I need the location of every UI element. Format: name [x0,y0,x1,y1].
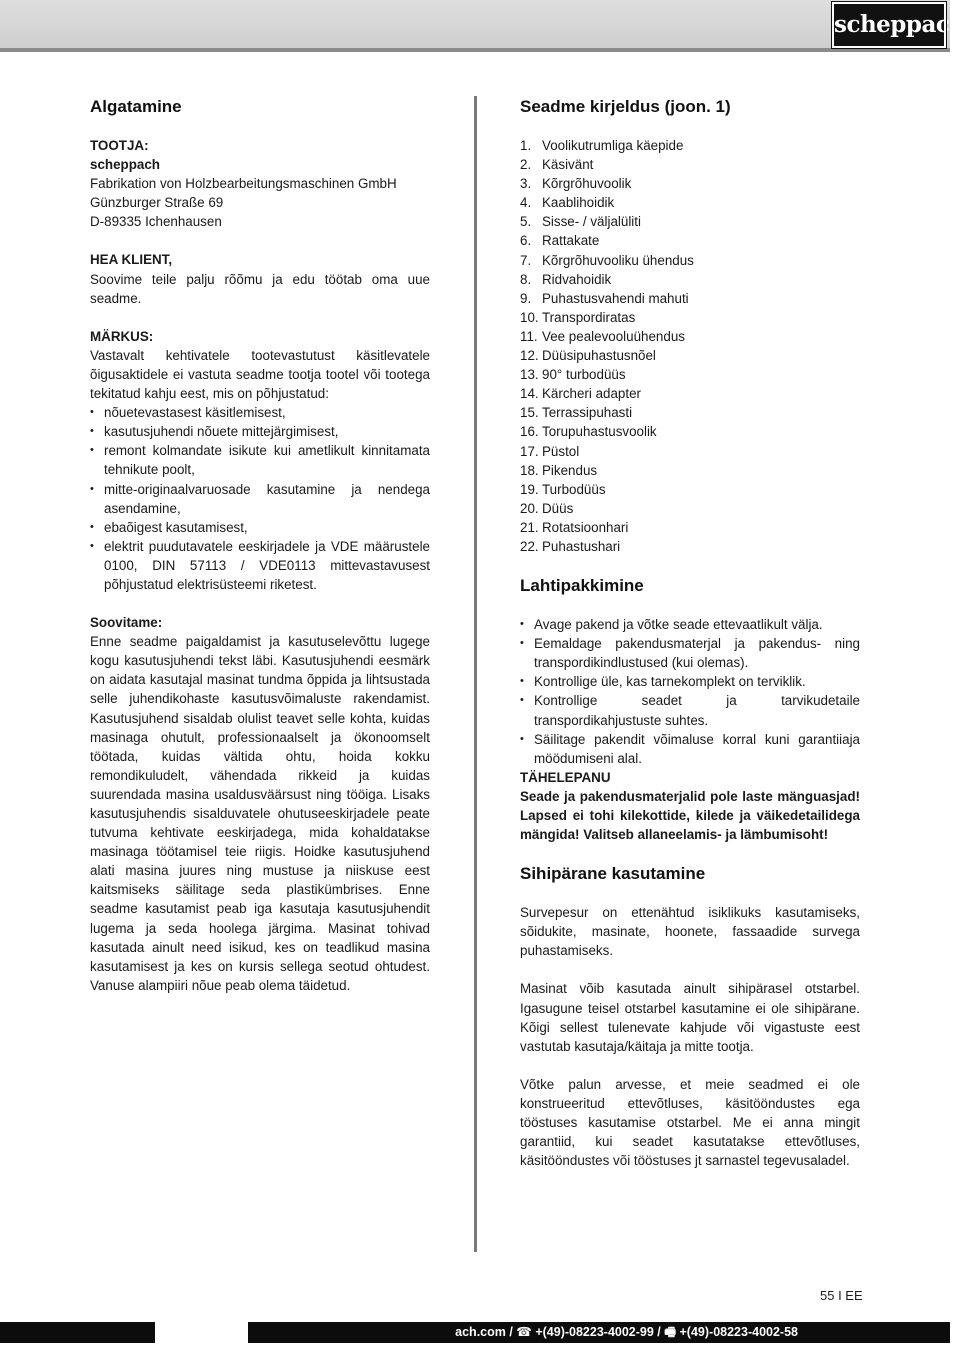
header-band [0,0,950,52]
recommend-text: Enne seadme paigaldamist ja kasutuselevõttu lugege kogu kasutusjuhendi tekst läbi. Kasutusjuhendi eesmärk on aidata kasutajal masinat tundma õppida ja lihtsustada selle juhendikohaste kasutusvõimaluste rakendamist. Kasutusjuhend sisaldab olulist teavet selle kohta, kuidas masinaga ohutult, professionaalselt ja ökonoomselt töötada, kuidas vältida ohtu, hoida kokku remondikuludelt, vähendada rikkeid ja kuidas suurendada masina usaldusväärsust ning tööiga. Lisaks kasutusjuhendis sisalduvatele ohutuseeskirjadele peate tutvuma kehtivate eeskirjadega, mida kohaldatakse masinaga töötamisel teie riigis. Hoidke kasutusjuhend alati masina juures ning mustuse ja niiskuse eest kaitsmiseks säilitage seda plastikümbrises. Enne seadme kasutamist peab iga kasutaja kasutusjuhendit lugema ja seda hoolega järgima. Masinat tohivad kasutada ainult need isikud, kes on teadlikud masina kasutamisest ja kes on kursis sellega seotud ohtudest. Vanuse alampiiri nõue peab olema täidetud. [90,634,430,993]
warning-text: Seade ja pakendusmaterjalid pole laste mänguasjad! Lapsed ei tohi kilekottide, kilede ja väikedetailidega mängida! Valitseb allaneelamis- ja lämbumisoht! [520,788,860,843]
list-item: 22. Puhastushari [520,538,621,554]
warning-label: TÄHELEPANU [520,769,611,785]
list-item: 4. Kaablihoidik [520,195,615,211]
list-item: 8. Ridvahoidik [520,271,612,287]
section-heading-unpacking: Lahtipakkimine [520,576,644,596]
dear-block [90,250,430,307]
section-heading-intended-use: Sihipärane kasutamine [520,864,706,884]
list-item: 17. Püstol [520,443,580,459]
maker-name: scheppach [90,157,160,173]
list-item: 6. Rattakate [520,233,600,249]
footer-bar-left [0,1322,155,1343]
intended-paragraph: Masinat võib kasutada ainult sihipärasel otstarbel. Igasugune teisel otstarbel kasutamine ei ole sihipärane. Kõigi sellest tulenevate kahjude või vigastuste eest vastutab kasutaja/käitaja ja mitte tootja. [520,981,860,1054]
right-column [520,96,860,1189]
list-item: 1. Voolikutrumliga käepide [520,138,684,153]
warning-block [520,768,860,844]
list-item: 20. Düüs [520,500,574,516]
list-item: • Eemaldage pakendusmaterjal ja pakendus- ning transpordikindlustused (kui olemas). [520,634,860,672]
list-item: • mitte-originaalvaruosade kasutamine ja nendega asendamine, [90,480,430,518]
intended-paragraph: Võtke palun arvesse, et meie seadmed ei ole konstrueeritud ettevõtluses, käsitööndustes ega tööstuses kasutamise otstarbel. Me ei anna mingit garantiid, kui seadet kasutatakse ettevõtluses, käsitööndustes või tööstuses jt sarnastel tegevusaladel. [520,1076,860,1169]
recommend-block [90,613,430,995]
list-item: 10. Transpordiratas [520,309,636,325]
brand-logo: scheppach [832,2,946,48]
dear-text: Soovime teile palju rõõmu ja edu töötab oma uue seadme. [90,271,430,306]
list-item: 9. Puhastusvahendi mahuti [520,290,689,306]
maker-address-line: D-89335 Ichenhausen [90,214,222,230]
section-heading-description: Seadme kirjeldus (joon. 1) [520,97,731,116]
page-number: 55 I EE [820,1288,863,1303]
list-item: 7. Kõrgrõhuvooliku ühendus [520,252,694,268]
maker-label: TOOTJA: [90,138,149,153]
unpack-list [520,615,860,768]
list-item: 11. Vee pealevooluühendus [520,328,685,344]
recommend-label: Soovitame: [90,615,163,631]
intended-paragraph: Survepesur on ettenähtud isiklikuks kasutamiseks, sõidukite, masinate, hoonete, fassaadide survega puhastamiseks. [520,905,860,959]
list-item: 19. Turbodüüs [520,481,606,497]
list-item: • remont kolmandate isikute kui ametlikult kinnitamata tehnikute poolt, [90,441,430,479]
column-divider [474,96,477,1252]
list-item: 15. Terrassipuhasti [520,405,633,421]
dear-label: HEA KLIENT, [90,252,173,268]
list-item: 16. Torupuhastusvoolik [520,424,657,440]
list-item: 5. Sisse- / väljalüliti [520,214,641,230]
list-item: 3. Kõrgrõhuvoolik [520,176,632,192]
list-item: • Avage pakend ja võtke seade ettevaatlikult välja. [520,615,860,634]
note-label: MÄRKUS: [90,328,154,344]
note-list [90,403,430,594]
parts-list [520,136,860,556]
list-item: • Kontrollige seadet ja tarvikudetaile transpordikahjustuste suhtes. [520,691,860,729]
list-item: 18. Pikendus [520,462,598,478]
list-item: • Säilitage pakendit võimaluse korral kuni garantiiaja möödumiseni alal. [520,730,860,768]
left-column [90,96,430,1014]
footer-contact: ach.com / ☎ +(49)-08223-4002-99 / 🖷 +(49)-08223-4002-58 [248,1322,950,1343]
list-item: 12. Düüsipuhastusnõel [520,348,656,364]
maker-address-line: Fabrikation von Holzbearbeitungsmaschinen GmbH [90,176,397,192]
maker-address-line: Günzburger Straße 69 [90,195,224,211]
list-item: 2. Käsivänt [520,157,594,173]
section-heading-start: Algatamine [90,97,182,116]
list-item: • Kontrollige üle, kas tarnekomplekt on terviklik. [520,672,860,691]
list-item: 21. Rotatsioonhari [520,519,629,535]
note-text: Vastavalt kehtivatele tootevastutust käsitlevatele õigusaktidele ei vastuta seadme tootja tootel või tootega tekitatud kahju eest, mis on põhjustatud: [90,347,430,402]
list-item: • elektrit puudutavatele eeskirjadele ja VDE määrustele 0100, DIN 57113 / VDE0113 mittevastavusest põhjustatud elektrisüsteemi riketest. [90,537,430,594]
list-item: • kasutusjuhendi nõuete mittejärgimisest, [90,422,430,441]
maker-block [90,136,430,231]
list-item: 14. Kärcheri adapter [520,386,641,402]
list-item: • ebaõigest kasutamisest, [90,518,430,537]
list-item: 13. 90° turbodüüs [520,367,626,383]
note-block [90,327,430,594]
list-item: • nõuetevastasest käsitlemisest, [90,403,430,422]
